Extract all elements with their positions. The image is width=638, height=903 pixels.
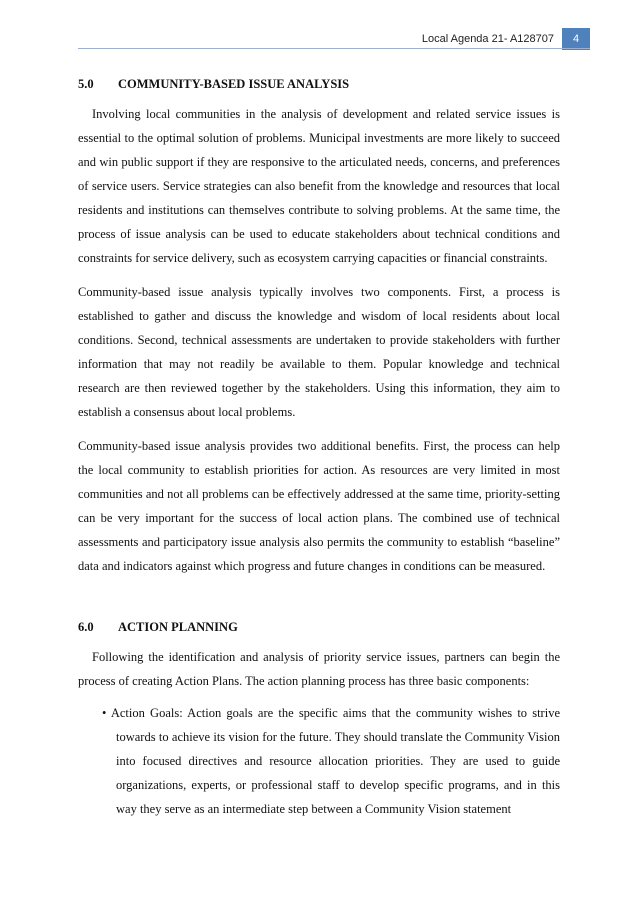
paragraph: Community-based issue analysis typically involves two components. First, a process is established to gather and discuss the knowledge and wisdom of local residents about local conditions. Second, technical assessments are undertaken to provide stakeholders with further information that may not readily be available to them. Popular knowledge and technical research are then reviewed together by the stakeholders. Using this information, they aim to establish a consensus about local problems. [78, 285, 560, 419]
paragraph: Community-based issue analysis provides two additional benefits. First, the process can help the local community to establish priorities for action. As resources are very limited in most communities and not all problems can be effectively addressed at the same time, priority-setting can be very important for the success of local action plans. The combined use of technical assessments and participatory issue analysis also permits the community to establish “baseline” data and indicators against which progress and future changes in conditions can be measured. [78, 439, 560, 573]
page-header [0, 28, 638, 50]
section-number: 6.0 [78, 620, 94, 634]
page-number-badge: 4 [562, 28, 590, 50]
section-6 [78, 617, 560, 821]
paragraph: Following the identification and analysis of priority service issues, partners can begin the process of creating Action Plans. The action planning process has three basic components: [78, 650, 560, 688]
section-heading [78, 617, 560, 637]
section-number: 5.0 [78, 77, 94, 91]
bullet-item: • Action Goals: Action goals are the specific aims that the community wishes to strive towards to achieve its vision for the future. They should translate the Community Vision into focused directives and resource allocation priorities. They are used to guide organizations, experts, or professional staff to develop specific programs, and in this way they serve as an intermediate step between a Community Vision statement [102, 706, 560, 816]
section-heading [78, 74, 560, 94]
section-5 [78, 74, 560, 578]
section-title: COMMUNITY-BASED ISSUE ANALYSIS [118, 77, 350, 91]
section-title: ACTION PLANNING [118, 620, 238, 634]
paragraph: Involving local communities in the analysis of development and related service issues is essential to the optimal solution of problems. Municipal investments are more likely to succeed and win public support if they are responsive to the articulated needs, concerns, and preferences of service users. Service strategies can also benefit from the knowledge and resources that local residents and institutions can themselves contribute to solving problems. At the same time, the process of issue analysis can be used to educate stakeholders about technical conditions and constraints for service delivery, such as ecosystem carrying capacities or financial constraints. [78, 107, 560, 265]
header-title: Local Agenda 21- A128707 [421, 33, 554, 45]
header-divider [78, 48, 590, 49]
